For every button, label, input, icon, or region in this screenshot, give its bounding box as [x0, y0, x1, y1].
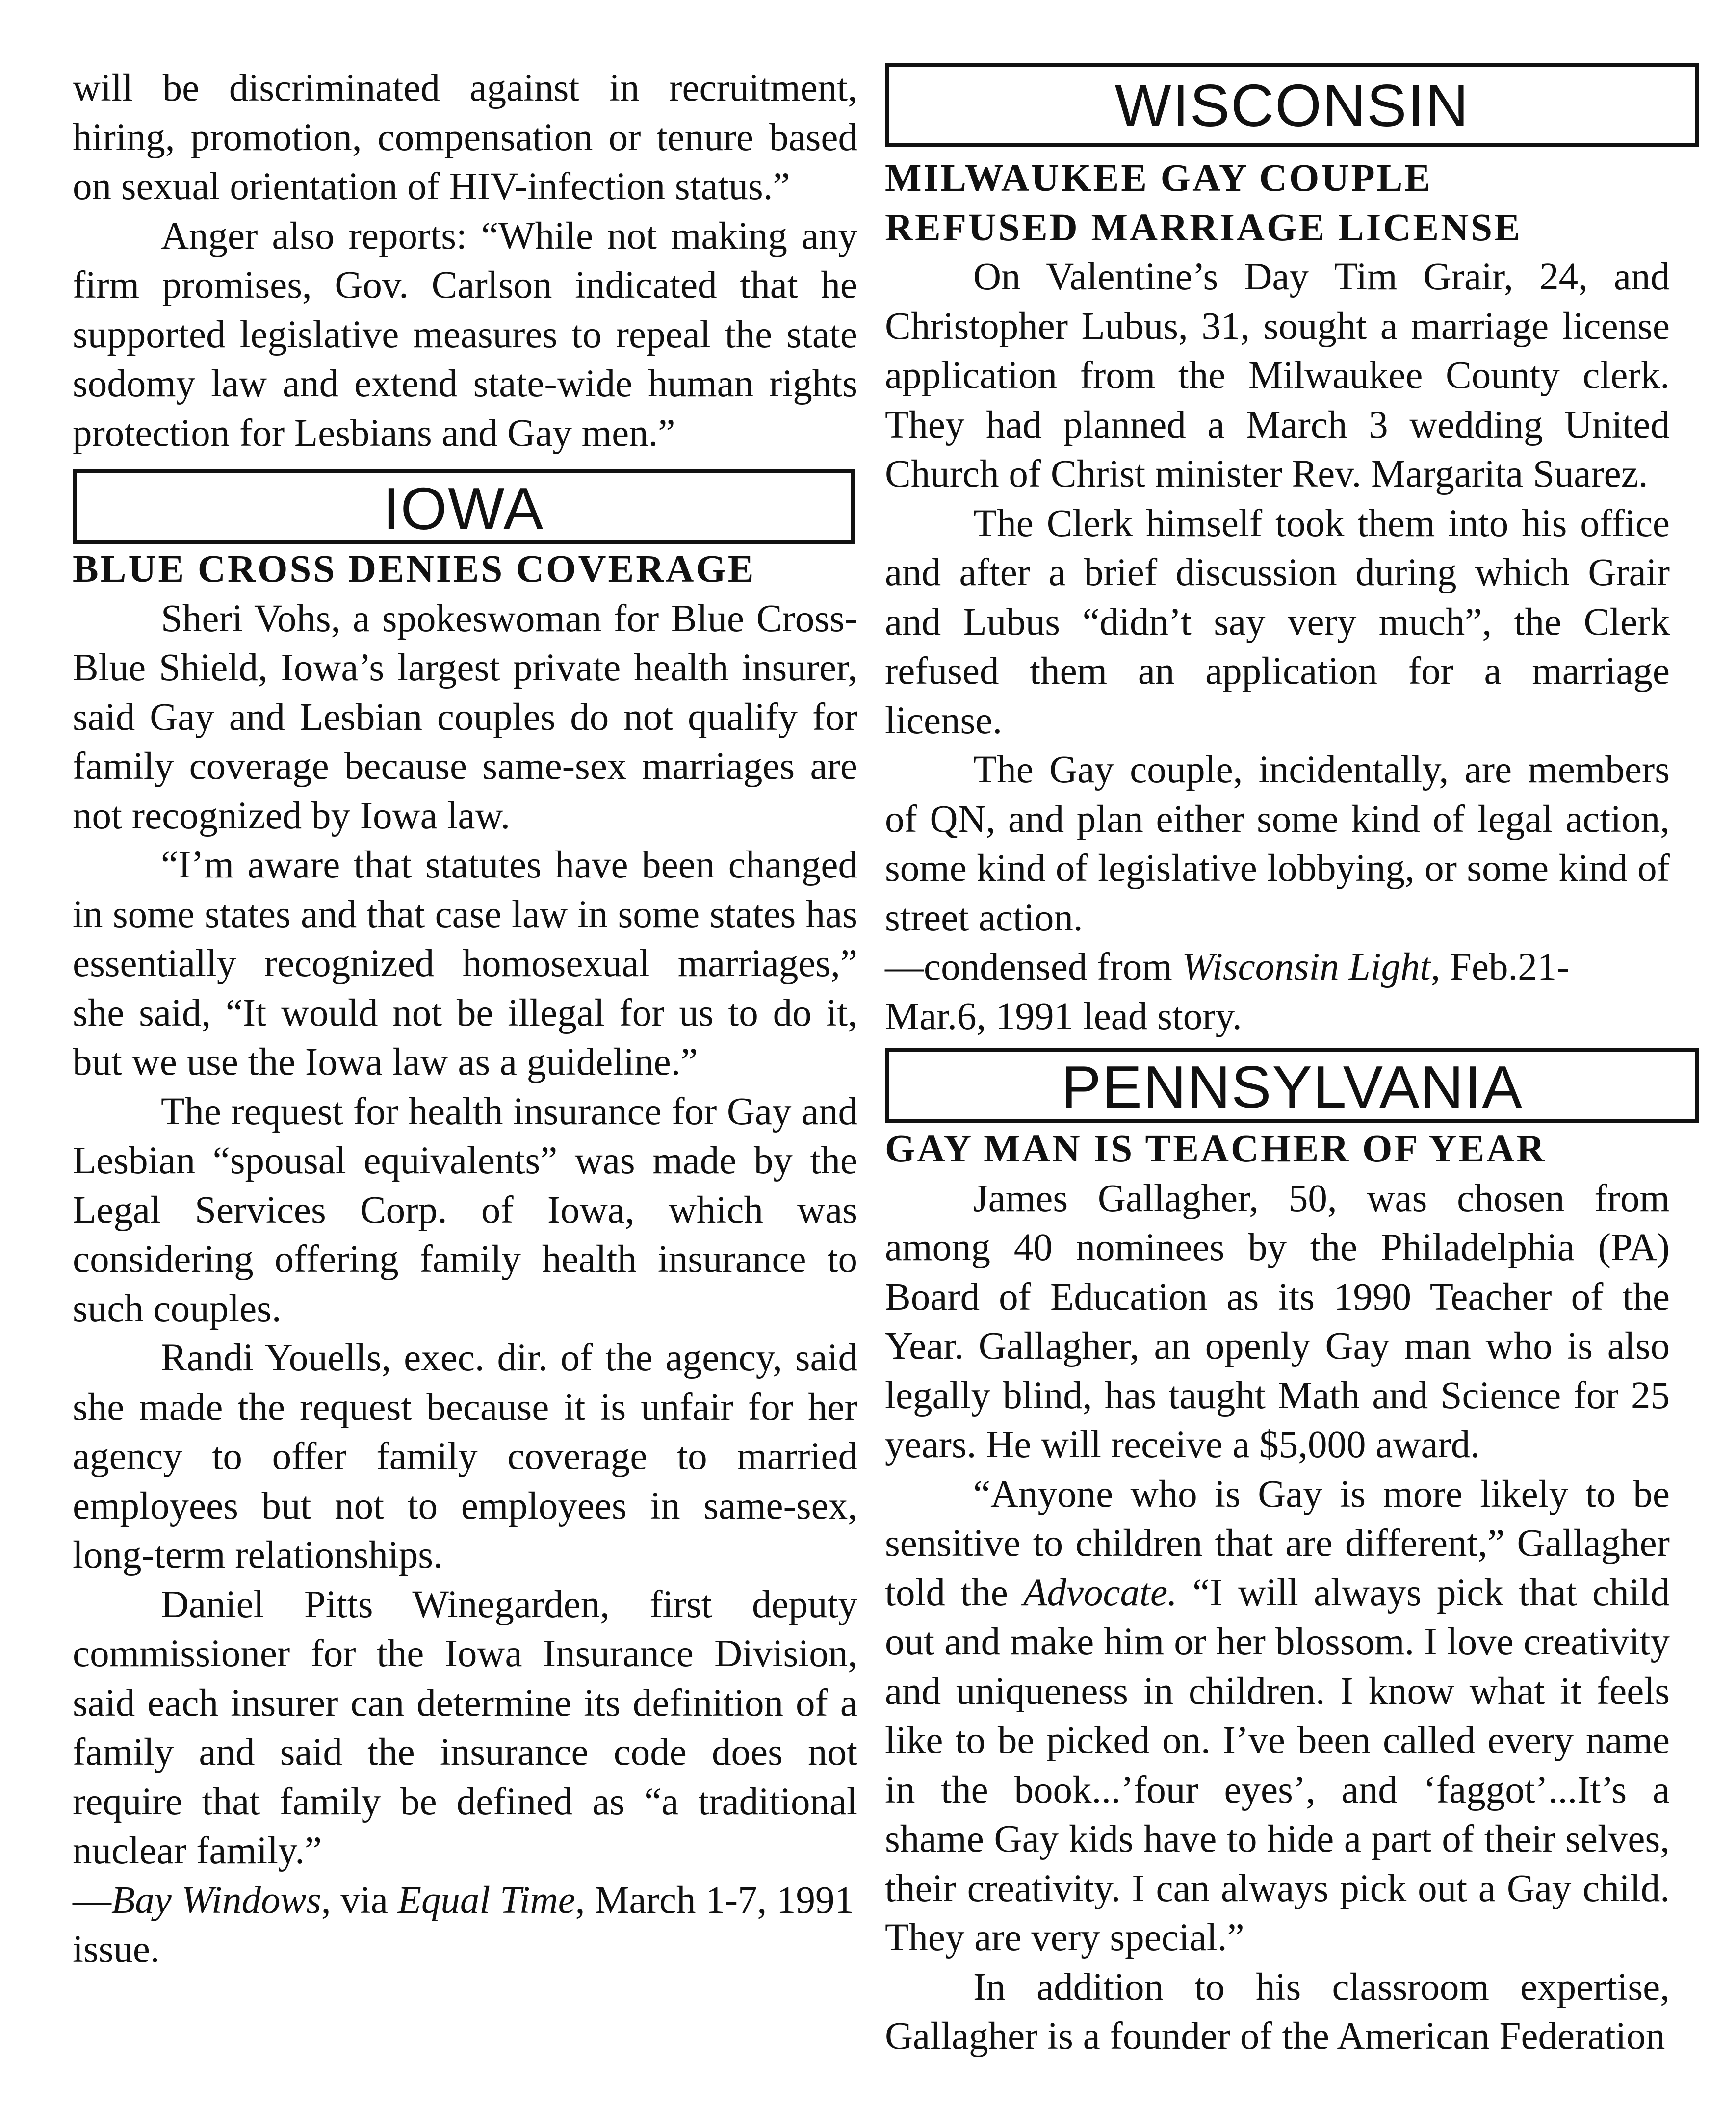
wisconsin-state-box [885, 63, 1699, 147]
iowa-paragraph-2: “I’m aware that statutes have been changed in some states and that case law in some states has essentially recognized homosexual marriages,” she said, “It would not be illegal for us to do it, but we use the Iowa law as a guideline.” [73, 844, 857, 1083]
intro-quote-end: will be discriminated against in recruitment, hiring, promotion, compensation or tenure based on sexual orientation of HIV-infection status.” [73, 67, 857, 208]
pennsylvania-quote-part-1: “Anyone who is Gay is more likely to be sensitive to children that are different,” Gallagher told the [885, 1472, 1670, 1614]
pennsylvania-paragraph-1: James Gallagher, 50, was chosen from among 40 nominees by the Philadelphia (PA) Board of Education as its 1990 Teacher of the Year. Gallagher, an openly Gay man who is also legally blind, has taught Math and Science for 25 years. He will receive a $5,000 award. [885, 1177, 1670, 1466]
credit-dash: — [73, 1879, 111, 1922]
iowa-state-box [73, 469, 855, 544]
iowa-credit [73, 1876, 857, 1975]
wisconsin-headline-line-1: MILWAUKEE GAY COUPLE [885, 157, 1432, 200]
wisconsin-credit-source: Wisconsin Light, [1182, 946, 1441, 988]
pennsylvania-quote-part-2: “I will always pick that child out and make him or her blossom. I love creativity and uniqueness in children. I know what it feels like to be picked on. I’ve been called every name in the book...’four eyes’, and ‘faggot’...It’s a shame Gay kids have to hide a part of their selves, their creativity. I can always pick out a Gay child. They are very special.” [885, 1571, 1670, 1959]
wisconsin-paragraph-3: The Gay couple, incidentally, are members of QN, and plan either some kind of legal action, some kind of legislative lobbying, or some kind of street action. [885, 748, 1670, 939]
credit-via: , via [321, 1879, 398, 1922]
pennsylvania-source-advocate: Advocate. [1023, 1571, 1177, 1614]
iowa-paragraph-1: Sheri Vohs, a spokeswoman for Blue Cross-Blue Shield, Iowa’s largest private health insurer, said Gay and Lesbian couples do not qualify for family coverage because same-sex marriages are not recognized by Iowa law. [73, 597, 857, 837]
anger-paragraph: Anger also reports: “While not making any firm promises, Gov. Carlson indicated that he supported legislative measures to repeal the state sodomy law and extend state-wide human rights protection for Lesbians and Gay men.” [73, 214, 857, 455]
pennsylvania-headline: GAY MAN IS TEACHER OF YEAR [885, 1128, 1547, 1170]
iowa-paragraph-3: The request for health insurance for Gay and Lesbian “spousal equivalents” was made by the Legal Services Corp. of Iowa, which was considering offering family health insurance to such couples. [73, 1090, 857, 1330]
pennsylvania-state-box [885, 1048, 1699, 1123]
wisconsin-credit [885, 943, 1670, 1041]
pennsylvania-paragraph-3: In addition to his classroom expertise, Gallagher is a founder of the American Federation [885, 1965, 1670, 2058]
right-column [885, 63, 1670, 2062]
wisconsin-credit-prefix: —condensed from [885, 946, 1182, 988]
iowa-headline: BLUE CROSS DENIES COVERAGE [73, 548, 756, 591]
wisconsin-credit-date: Feb.21-Mar.6, 1991 lead story. [885, 946, 1570, 1038]
wisconsin-headline-line-2: REFUSED MARRIAGE LICENSE [885, 206, 1522, 249]
iowa-state-label: IOWA [383, 475, 544, 542]
credit-source-bay-windows: Bay Windows [111, 1879, 321, 1922]
iowa-paragraph-4: Randi Youells, exec. dir. of the agency, said she made the request because it is unfair for her agency to offer family coverage to married employees but not to employees in same-sex, long-term relationships. [73, 1337, 857, 1576]
pennsylvania-paragraph-2 [885, 1470, 1670, 1963]
wisconsin-paragraph-2: The Clerk himself took them into his office and after a brief discussion during which Grair and Lubus “didn’t say very much”, the Clerk refused them an application for a marriage license. [885, 502, 1670, 742]
wisconsin-paragraph-1: On Valentine’s Day Tim Grair, 24, and Christopher Lubus, 31, sought a marriage license application from the Milwaukee County clerk. They had planned a March 3 wedding United Church of Christ minister Rev. Margarita Suarez. [885, 256, 1670, 495]
credit-date: , March 1-7, 1991 issue. [73, 1879, 855, 1971]
wisconsin-state-label: WISCONSIN [1114, 72, 1470, 139]
left-column [73, 64, 857, 1975]
pennsylvania-state-label: PENNSYLVANIA [1061, 1054, 1523, 1120]
iowa-paragraph-5: Daniel Pitts Winegarden, first deputy commissioner for the Iowa Insurance Division, said each insurer can determine its definition of a family and said the insurance code does not require that family be defined as “a traditional nuclear family.” [73, 1583, 857, 1872]
credit-source-equal-time: Equal Time [397, 1879, 575, 1922]
